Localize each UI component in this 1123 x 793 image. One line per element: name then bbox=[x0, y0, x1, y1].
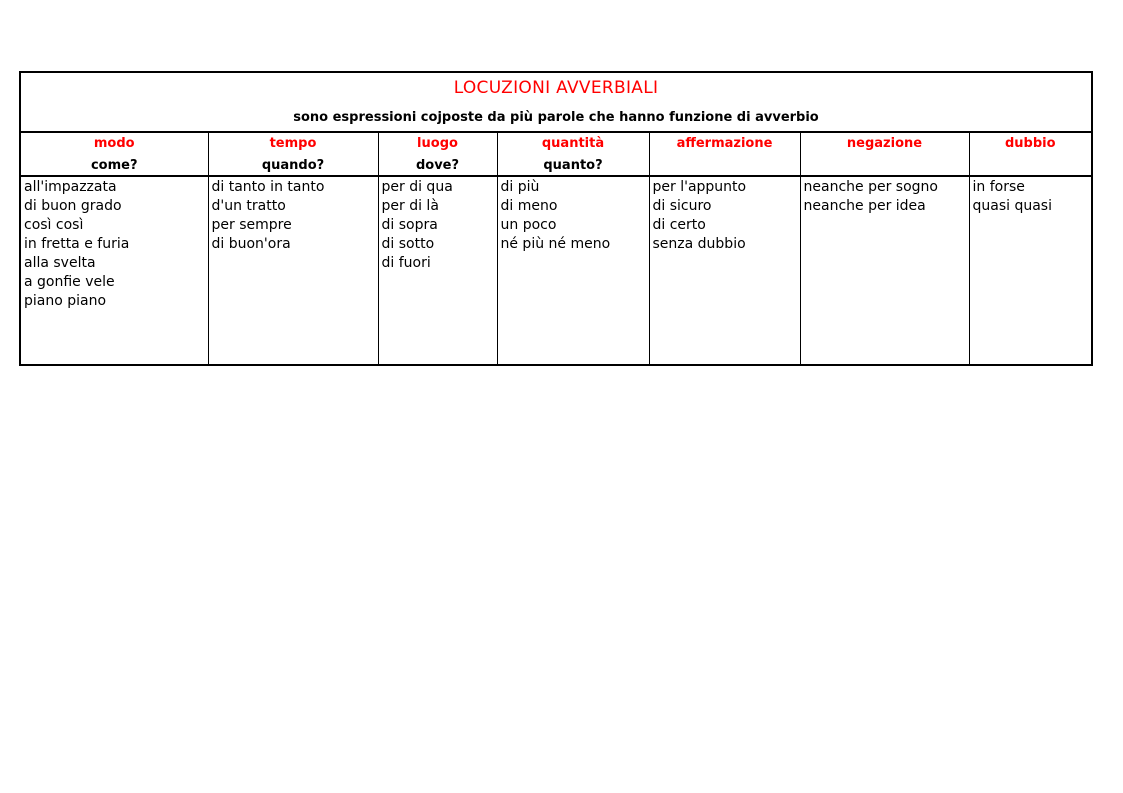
list-item: in forse bbox=[972, 179, 1025, 195]
list-item: di sicuro bbox=[652, 198, 712, 214]
list-item: senza dubbio bbox=[652, 236, 746, 252]
list-item: un poco bbox=[500, 217, 557, 233]
header-label: tempo bbox=[269, 136, 317, 151]
phrases-grid bbox=[21, 133, 1091, 364]
list-item: così così bbox=[24, 217, 84, 233]
header-label: affermazione bbox=[676, 136, 773, 151]
list-item: per l'appunto bbox=[652, 179, 747, 195]
column-negazione bbox=[800, 176, 969, 364]
column-luogo bbox=[378, 176, 497, 364]
header-cell-modo bbox=[21, 133, 208, 176]
adverbial-phrases-table bbox=[19, 71, 1093, 366]
header-cell-dubbio bbox=[969, 133, 1091, 176]
column-affermazione bbox=[649, 176, 800, 364]
entries-row bbox=[21, 176, 1091, 364]
column-modo bbox=[21, 176, 208, 364]
header-question: come? bbox=[90, 158, 138, 173]
header-cell-luogo bbox=[378, 133, 497, 176]
header-label: quantità bbox=[541, 136, 605, 151]
list-item: di meno bbox=[500, 198, 558, 214]
list-item: alla svelta bbox=[24, 255, 96, 271]
header-label: negazione bbox=[846, 136, 923, 151]
list-item: per di là bbox=[381, 198, 439, 214]
table-subtitle: sono espressioni cojposte da più parole che hanno funzione di avverbio bbox=[293, 110, 819, 125]
list-item: di certo bbox=[652, 217, 706, 233]
column-tempo bbox=[208, 176, 378, 364]
list-item: per di qua bbox=[381, 179, 453, 195]
header-question: dove? bbox=[415, 158, 460, 173]
header-question: quanto? bbox=[543, 158, 603, 173]
list-item: all'impazzata bbox=[24, 179, 117, 195]
list-item: a gonfie vele bbox=[24, 274, 115, 290]
list-item: di buon grado bbox=[24, 198, 122, 214]
list-item: di più bbox=[500, 179, 540, 195]
header-cell-quantita bbox=[497, 133, 649, 176]
list-item: di fuori bbox=[381, 255, 431, 271]
header-label: modo bbox=[93, 136, 135, 151]
column-dubbio bbox=[969, 176, 1091, 364]
list-item: per sempre bbox=[211, 217, 292, 233]
header-cell-negazione bbox=[800, 133, 969, 176]
header-label: luogo bbox=[417, 136, 458, 151]
list-item: neanche per idea bbox=[803, 198, 926, 214]
list-item: piano piano bbox=[24, 293, 107, 309]
list-item: quasi quasi bbox=[972, 198, 1052, 214]
list-item: di buon'ora bbox=[211, 236, 291, 252]
list-item: di sopra bbox=[381, 217, 438, 233]
header-row bbox=[21, 133, 1091, 176]
list-item: di tanto in tanto bbox=[211, 179, 325, 195]
header-cell-affermazione bbox=[649, 133, 800, 176]
list-item: neanche per sogno bbox=[803, 179, 938, 195]
header-cell-tempo bbox=[208, 133, 378, 176]
list-item: d'un tratto bbox=[211, 198, 286, 214]
list-item: né più né meno bbox=[500, 236, 611, 252]
list-item: in fretta e furia bbox=[24, 236, 130, 252]
title-block bbox=[21, 73, 1091, 133]
table-title: LOCUZIONI AVVERBIALI bbox=[453, 78, 659, 98]
column-quantita bbox=[497, 176, 649, 364]
header-label: dubbio bbox=[1004, 136, 1056, 151]
list-item: di sotto bbox=[381, 236, 435, 252]
header-question: quando? bbox=[261, 158, 325, 173]
